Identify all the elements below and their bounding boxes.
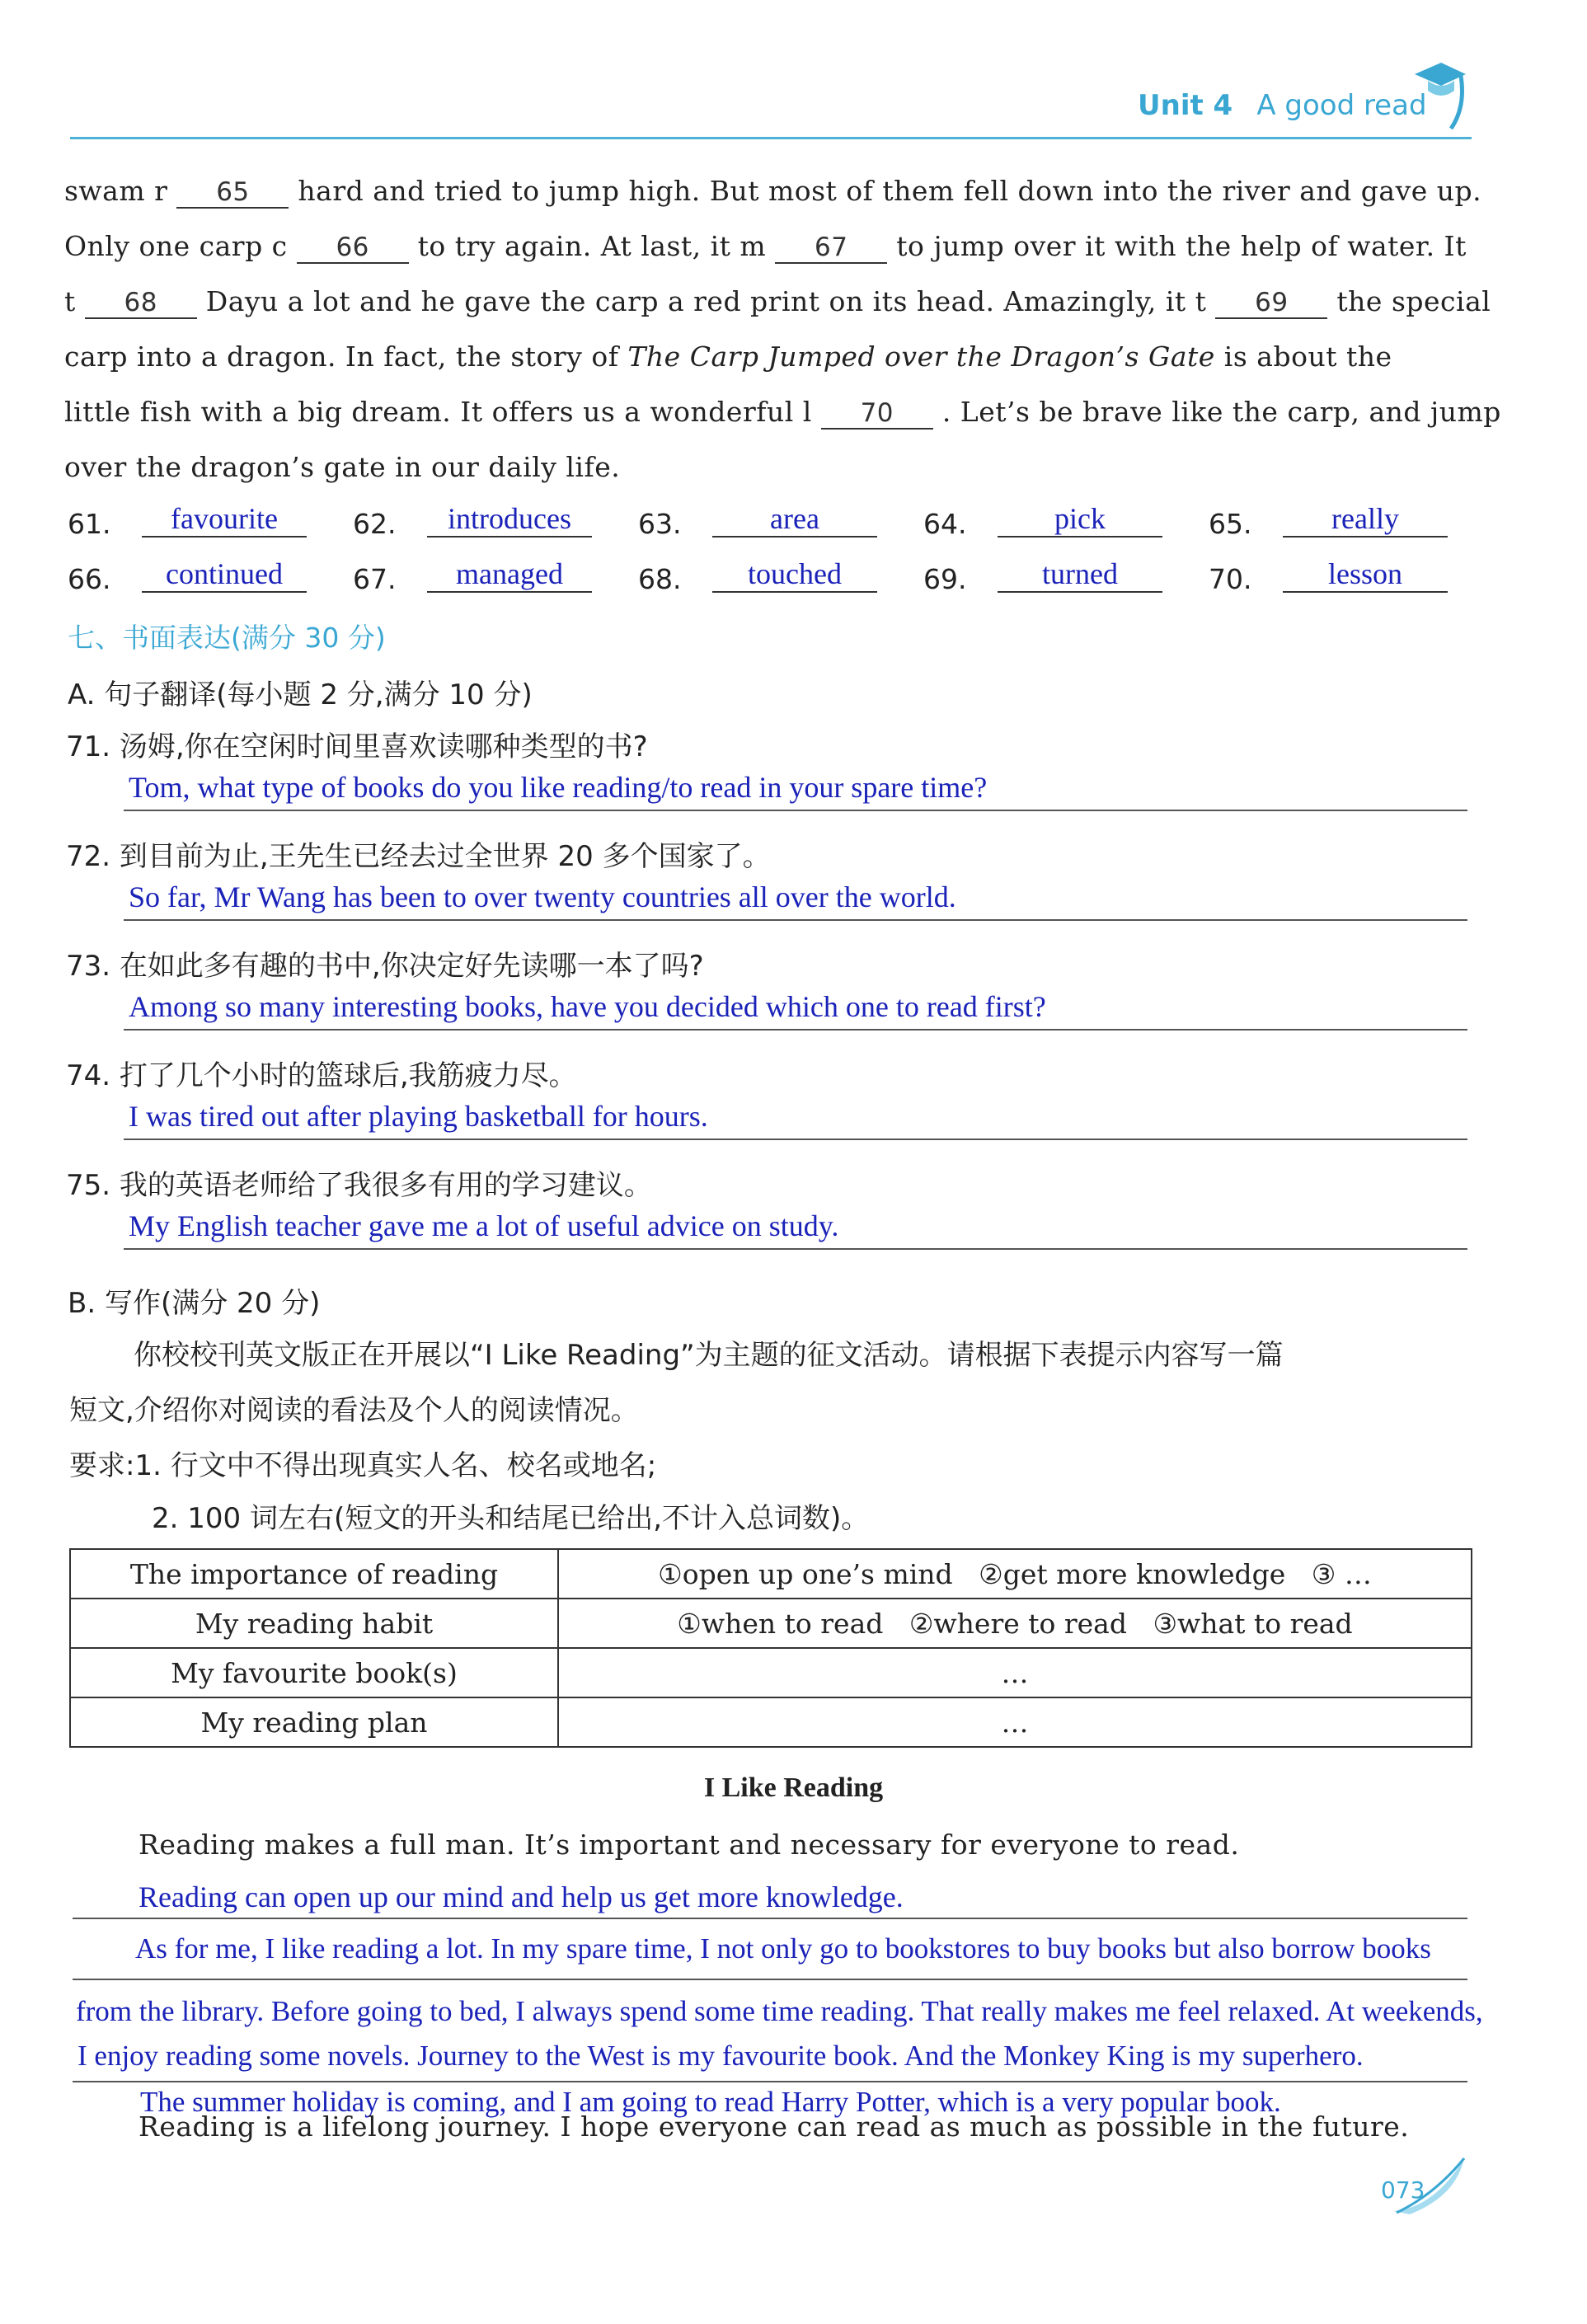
- answer-rule: [124, 1029, 1467, 1031]
- answer-rule: [124, 810, 1467, 811]
- translation-answer: So far, Mr Wang has been to over twenty countries all over the world.: [129, 880, 956, 913]
- answer-value: touched: [712, 556, 877, 593]
- translation-answer: My English teacher gave me a lot of useful advice on study.: [129, 1209, 839, 1242]
- blank-65: 65: [176, 177, 289, 209]
- answer-number: 65.: [1209, 508, 1252, 540]
- answer-value: turned: [998, 556, 1162, 593]
- hint-table: [69, 1548, 1472, 1748]
- translation-question: 72. 到目前为止,王先生已经去过全世界 20 多个国家了。: [66, 840, 771, 873]
- answer-value: introduces: [427, 501, 592, 538]
- essay-answer-line-2: As for me, I like reading a lot. In my spare time, I not only go to bookstores to buy books but also borrow books: [135, 1932, 1431, 1965]
- passage-line-5: little fish with a big dream. It offers us a wonderful l 70 . Let’s be brave like the carp, and jump: [64, 396, 1501, 428]
- answer-value: managed: [427, 556, 592, 593]
- essay-opening: Reading makes a full man. It’s important and necessary for everyone to read.: [139, 1829, 1240, 1861]
- answer-rule: [124, 1248, 1467, 1250]
- answer-value: continued: [142, 556, 307, 593]
- answer-number: 68.: [638, 563, 682, 595]
- writing-prompt-line-2: 短文,介绍你对阅读的看法及个人的阅读情况。: [69, 1394, 639, 1427]
- answer-number: 66.: [68, 563, 111, 595]
- table-hint: ①when to read ②where to read ③what to read: [558, 1599, 1472, 1648]
- table-hint: …: [558, 1648, 1472, 1697]
- table-row: [70, 1549, 1472, 1599]
- passage-line-3: t 68 Dayu a lot and he gave the carp a red print on its head. Amazingly, it t 69 the special: [64, 285, 1491, 317]
- passage-line-6: over the dragon’s gate in our daily life.: [64, 451, 621, 483]
- translation-answer: Tom, what type of books do you like reading/to read in your spare time?: [129, 771, 988, 804]
- answer-number: 69.: [923, 563, 967, 595]
- unit-subtitle: A good read: [1256, 89, 1427, 122]
- graduation-cap-icon: [1411, 58, 1469, 132]
- table-hint: …: [558, 1697, 1472, 1747]
- answer-number: 64.: [923, 508, 967, 540]
- translation-question: 74. 打了几个小时的篮球后,我筋疲力尽。: [66, 1059, 577, 1092]
- unit-header: [1138, 89, 1427, 122]
- story-title: The Carp Jumped over the Dragon’s Gate: [627, 340, 1215, 373]
- table-hint: ①open up one’s mind ②get more knowledge ③ …: [558, 1549, 1472, 1599]
- answer-number: 67.: [353, 563, 397, 595]
- answer-number: 61.: [68, 508, 111, 540]
- table-topic: My favourite book(s): [70, 1648, 558, 1697]
- answer-value: favourite: [142, 501, 307, 538]
- essay-title: I Like Reading: [703, 1772, 884, 1803]
- translation-answer: I was tired out after playing basketball for hours.: [129, 1100, 708, 1133]
- translation-question: 71. 汤姆,你在空闲时间里喜欢读哪种类型的书?: [66, 730, 648, 763]
- translation-question: 73. 在如此多有趣的书中,你决定好先读哪一本了吗?: [66, 950, 704, 983]
- requirement-1: 要求:1. 行文中不得出现真实人名、校名或地名;: [69, 1449, 657, 1482]
- blank-69: 69: [1215, 288, 1327, 319]
- header-rule: [70, 137, 1472, 139]
- table-topic: My reading habit: [70, 1599, 558, 1648]
- answer-number: 70.: [1209, 563, 1252, 595]
- unit-label: Unit 4: [1138, 89, 1233, 122]
- table-topic: The importance of reading: [70, 1549, 558, 1599]
- blank-66: 66: [297, 232, 409, 264]
- answer-value: lesson: [1283, 556, 1448, 593]
- answer-rule: [124, 919, 1467, 921]
- part-b-heading: B. 写作(满分 20 分): [68, 1287, 321, 1320]
- passage-line-4: carp into a dragon. In fact, the story of The Carp Jumped over the Dragon’s Gate is about the: [64, 340, 1392, 373]
- feather-icon: [1385, 2153, 1476, 2219]
- passage-line-2: Only one carp c 66 to try again. At last, it m 67 to jump over it with the help of water. It: [64, 230, 1467, 262]
- answer-value: area: [712, 501, 877, 538]
- answer-number: 62.: [353, 508, 397, 540]
- essay-answer-line-3: from the library. Before going to bed, I always spend some time reading. That really makes me feel relaxed. At weekends,: [76, 1995, 1483, 2027]
- writing-rule-3: [73, 2081, 1467, 2082]
- table-row: [70, 1599, 1472, 1648]
- writing-prompt-line-1: 你校校刊英文版正在开展以“I Like Reading”为主题的征文活动。请根据下表提示内容写一篇: [134, 1339, 1284, 1372]
- requirement-2: 2. 100 词左右(短文的开头和结尾已给出,不计入总词数)。: [152, 1502, 870, 1535]
- writing-rule-1: [73, 1918, 1467, 1919]
- blank-67: 67: [775, 232, 887, 264]
- table-topic: My reading plan: [70, 1697, 558, 1747]
- table-row: [70, 1697, 1472, 1747]
- translation-question: 75. 我的英语老师给了我很多有用的学习建议。: [66, 1169, 652, 1202]
- passage-line-1: swam r 65 hard and tried to jump high. But most of them fell down into the river and gave up.: [64, 175, 1482, 207]
- essay-answer-line-1: Reading can open up our mind and help us get more knowledge.: [139, 1880, 904, 1913]
- answer-value: pick: [998, 501, 1162, 538]
- answer-rule: [124, 1139, 1467, 1140]
- part-a-heading: A. 句子翻译(每小题 2 分,满分 10 分): [68, 678, 533, 711]
- page-number: 073: [1381, 2176, 1425, 2204]
- essay-answer-line-5: The summer holiday is coming, and I am going to read Harry Potter, which is a very popular book.: [140, 2086, 1281, 2118]
- essay-answer-line-4: I enjoy reading some novels. Journey to the West is my favourite book. And the Monkey King is my superhero.: [77, 2040, 1364, 2072]
- writing-rule-2: [73, 1979, 1467, 1980]
- table-row: [70, 1648, 1472, 1697]
- essay-closing: Reading is a lifelong journey. I hope everyone can read as much as possible in the future.: [139, 2110, 1410, 2143]
- answer-number: 63.: [638, 508, 682, 540]
- blank-70: 70: [821, 398, 933, 430]
- blank-68: 68: [85, 288, 197, 319]
- answer-value: really: [1283, 501, 1448, 538]
- translation-answer: Among so many interesting books, have you decided which one to read first?: [129, 990, 1046, 1023]
- section-7-heading: 七、书面表达(满分 30 分): [68, 622, 386, 654]
